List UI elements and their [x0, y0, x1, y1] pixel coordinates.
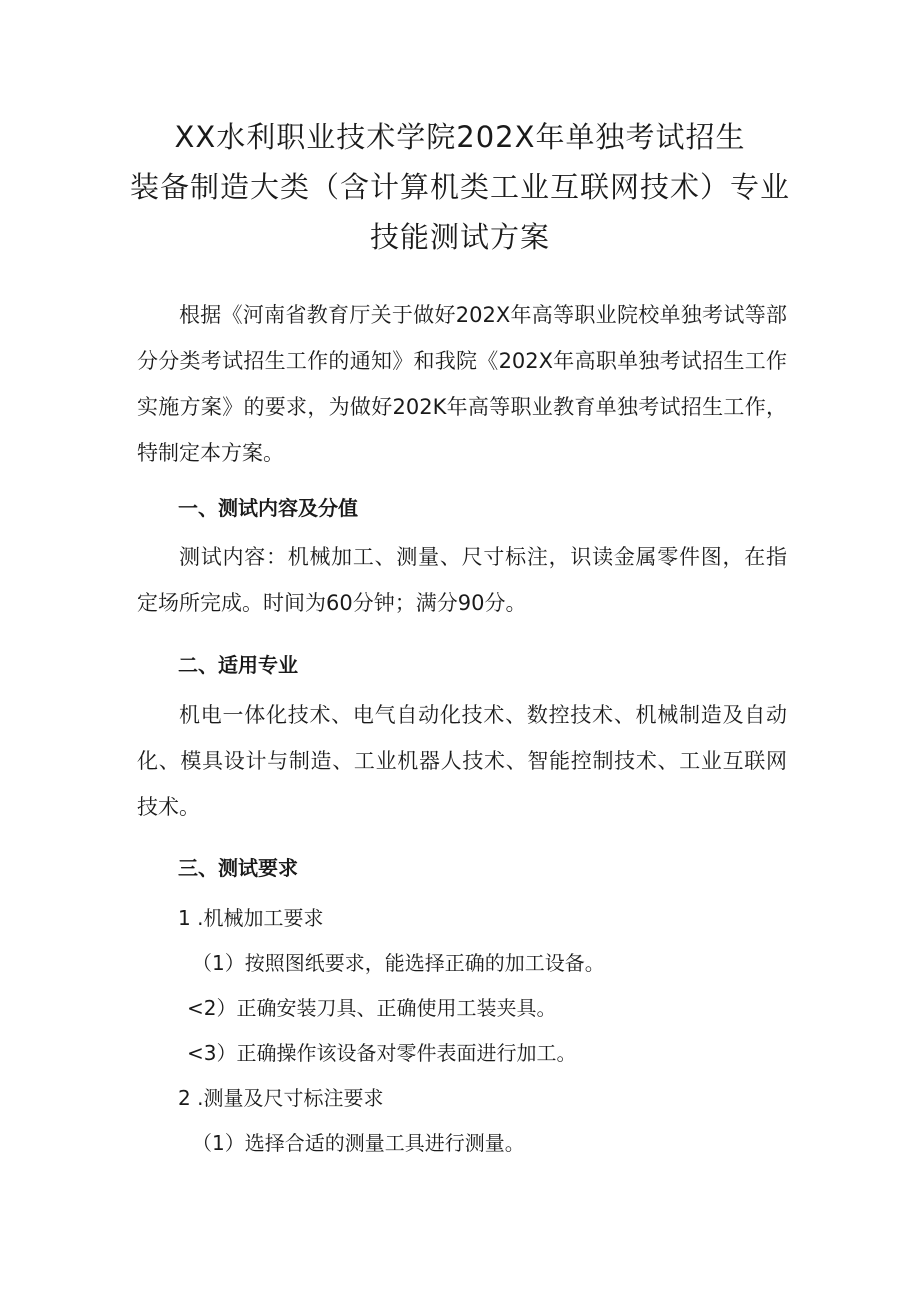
subsection-1-item: （1）按照图纸要求，能选择正确的加工设备。: [192, 951, 605, 975]
subsection-2-item: （1）选择合适的测量工具进行测量。: [192, 1131, 525, 1155]
section-2-body: 机电一体化技术、电气自动化技术、数控技术、机械制造及自动化、模具设计与制造、工业机器人技术、智能控制技术、工业互联网技术。: [137, 703, 787, 819]
doc-title-line-1: XX水利职业技术学院202X年单独考试招生: [174, 120, 746, 154]
doc-title-line-2: 装备制造大类（含计算机类工业互联网技术）专业: [129, 170, 790, 204]
section-2-heading: 二、适用专业: [178, 653, 298, 677]
subsection-2-title: 2 .测量及尺寸标注要求: [178, 1086, 384, 1110]
subsection-1-item: <2）正确安装刀具、正确使用工装夹具。: [187, 996, 557, 1020]
subsection-1-item: <3）正确操作该设备对零件表面进行加工。: [187, 1041, 577, 1065]
section-1-body: 测试内容：机械加工、测量、尺寸标注，识读金属零件图，在指定场所完成。时间为60分钟；满分90分。: [137, 545, 787, 615]
section-3-heading: 三、测试要求: [178, 856, 298, 880]
doc-title-line-3: 技能测试方案: [369, 220, 550, 254]
intro-paragraph: 根据《河南省教育厅关于做好202X年高等职业院校单独考试等部分分类考试招生工作的通知》和我院《202X年高职单独考试招生工作实施方案》的要求，为做好202K年高等职业教育单独考试招生工作，特制定本方案。: [137, 303, 787, 465]
subsection-1-title: 1 .机械加工要求: [178, 906, 324, 930]
section-1-heading: 一、测试内容及分值: [178, 496, 358, 520]
